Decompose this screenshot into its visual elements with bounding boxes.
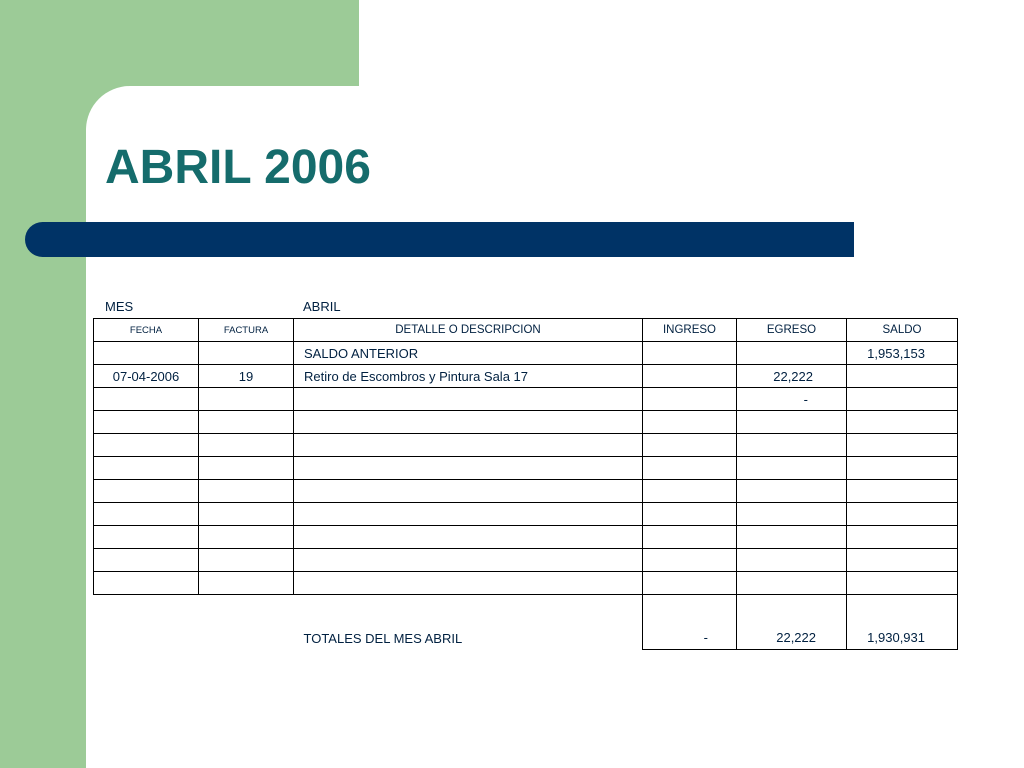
ledger-table xyxy=(93,318,958,650)
totals-spacer xyxy=(94,595,199,650)
header-fecha: FECHA xyxy=(94,319,199,342)
cell-fecha xyxy=(94,503,199,526)
cell-egreso xyxy=(737,526,847,549)
table-row xyxy=(94,434,958,457)
table-row xyxy=(94,549,958,572)
cell-fecha xyxy=(94,388,199,411)
cell-ingreso xyxy=(643,457,737,480)
cell-saldo xyxy=(847,572,958,595)
header-egreso: EGRESO xyxy=(737,319,847,342)
cell-detalle: SALDO ANTERIOR xyxy=(294,342,643,365)
cell-ingreso xyxy=(643,526,737,549)
table-row xyxy=(94,457,958,480)
cell-factura xyxy=(199,480,294,503)
cell-saldo: 1,953,153 xyxy=(847,342,958,365)
cell-fecha: 07-04-2006 xyxy=(94,365,199,388)
cell-fecha xyxy=(94,434,199,457)
cell-ingreso xyxy=(643,411,737,434)
cell-factura xyxy=(199,342,294,365)
header-ingreso: INGRESO xyxy=(643,319,737,342)
cell-factura xyxy=(199,572,294,595)
cell-ingreso xyxy=(643,572,737,595)
cell-factura xyxy=(199,434,294,457)
table-row xyxy=(94,526,958,549)
cell-egreso xyxy=(737,411,847,434)
cell-detalle xyxy=(294,411,643,434)
cell-detalle xyxy=(294,549,643,572)
cell-fecha xyxy=(94,411,199,434)
cell-egreso xyxy=(737,457,847,480)
cell-saldo xyxy=(847,457,958,480)
table-row xyxy=(94,388,958,411)
cell-factura xyxy=(199,526,294,549)
cell-egreso xyxy=(737,434,847,457)
table-row xyxy=(94,480,958,503)
cell-fecha xyxy=(94,457,199,480)
header-factura: FACTURA xyxy=(199,319,294,342)
cell-egreso: - xyxy=(737,388,847,411)
cell-ingreso xyxy=(643,480,737,503)
cell-ingreso xyxy=(643,434,737,457)
cell-saldo xyxy=(847,434,958,457)
cell-detalle xyxy=(294,457,643,480)
cell-saldo xyxy=(847,526,958,549)
cell-detalle xyxy=(294,526,643,549)
totals-spacer xyxy=(199,595,294,650)
cell-egreso xyxy=(737,572,847,595)
month-value: ABRIL xyxy=(303,299,341,314)
cell-factura xyxy=(199,457,294,480)
table-row xyxy=(94,503,958,526)
cell-detalle xyxy=(294,434,643,457)
cell-factura xyxy=(199,388,294,411)
cell-fecha xyxy=(94,572,199,595)
cell-detalle xyxy=(294,388,643,411)
cell-saldo xyxy=(847,388,958,411)
cell-detalle: Retiro de Escombros y Pintura Sala 17 xyxy=(294,365,643,388)
cell-ingreso xyxy=(643,549,737,572)
cell-saldo xyxy=(847,411,958,434)
totals-row xyxy=(94,595,958,650)
totals-egreso: 22,222 xyxy=(737,595,847,650)
totals-saldo: 1,930,931 xyxy=(847,595,958,650)
table-row xyxy=(94,411,958,434)
cell-saldo xyxy=(847,365,958,388)
cell-detalle xyxy=(294,480,643,503)
table-row xyxy=(94,365,958,388)
cell-saldo xyxy=(847,480,958,503)
cell-factura xyxy=(199,503,294,526)
cell-egreso xyxy=(737,480,847,503)
cell-ingreso xyxy=(643,388,737,411)
header-detalle: DETALLE O DESCRIPCION xyxy=(294,319,643,342)
table-row xyxy=(94,342,958,365)
cell-egreso xyxy=(737,549,847,572)
cell-detalle xyxy=(294,503,643,526)
table-header-row xyxy=(94,319,958,342)
cell-detalle xyxy=(294,572,643,595)
cell-egreso xyxy=(737,503,847,526)
totals-ingreso: - xyxy=(643,595,737,650)
cell-ingreso xyxy=(643,342,737,365)
cell-fecha xyxy=(94,480,199,503)
cell-ingreso xyxy=(643,365,737,388)
cell-saldo xyxy=(847,503,958,526)
table-row xyxy=(94,572,958,595)
cell-ingreso xyxy=(643,503,737,526)
slide-title: ABRIL 2006 xyxy=(105,141,371,194)
cell-fecha xyxy=(94,526,199,549)
month-label: MES xyxy=(105,299,134,314)
cell-saldo xyxy=(847,549,958,572)
cell-factura xyxy=(199,549,294,572)
cell-egreso xyxy=(737,342,847,365)
cell-fecha xyxy=(94,549,199,572)
cell-factura xyxy=(199,411,294,434)
title-underline-bar xyxy=(25,222,854,257)
cell-factura: 19 xyxy=(199,365,294,388)
header-saldo: SALDO xyxy=(847,319,958,342)
ledger-body xyxy=(94,319,958,650)
cell-fecha xyxy=(94,342,199,365)
totals-label: TOTALES DEL MES ABRIL xyxy=(303,630,463,646)
cell-egreso: 22,222 xyxy=(737,365,847,388)
